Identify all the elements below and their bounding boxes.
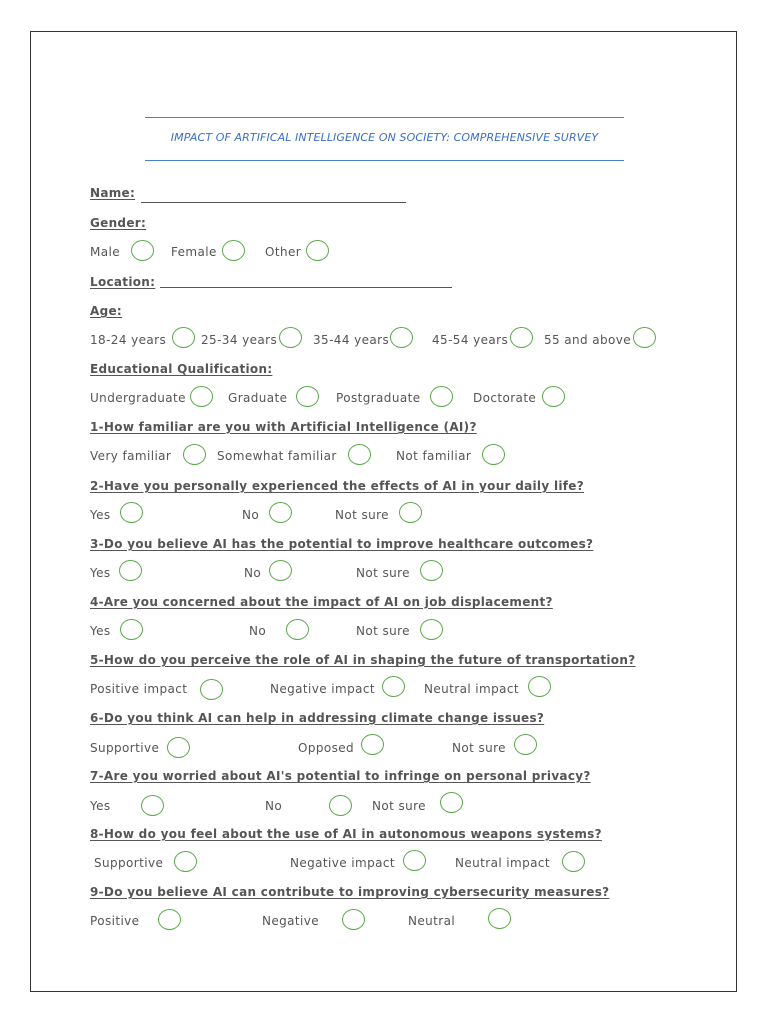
age-25-34-radio[interactable]: [279, 327, 302, 348]
q7-option-3-radio[interactable]: [440, 792, 463, 813]
q6-option-label: Supportive: [90, 741, 160, 755]
q6-option-label: Not sure: [452, 741, 506, 755]
title-bottom-rule: [145, 160, 624, 161]
gender-option-label: Female: [171, 245, 217, 259]
q2-option-label: No: [242, 508, 260, 522]
q1-option-label: Somewhat familiar: [217, 449, 337, 463]
question-1: 1-How familiar are you with Artificial Intelligence (AI)?: [90, 420, 477, 434]
q2-option-3-radio[interactable]: [399, 502, 422, 523]
q8-option-label: Negative impact: [290, 856, 395, 870]
name-field[interactable]: [141, 202, 406, 203]
q2-option-label: Not sure: [335, 508, 389, 522]
education-option-label: Postgraduate: [336, 391, 421, 405]
education-doctorate-radio[interactable]: [542, 386, 565, 407]
gender-option-label: Other: [265, 245, 302, 259]
q3-option-3-radio[interactable]: [420, 560, 443, 581]
gender-other-radio[interactable]: [306, 240, 329, 261]
question-8: 8-How do you feel about the use of AI in autonomous weapons systems?: [90, 827, 602, 841]
q5-option-1-radio[interactable]: [200, 679, 223, 700]
q5-option-label: Positive impact: [90, 682, 188, 696]
gender-female-radio[interactable]: [222, 240, 245, 261]
q2-option-label: Yes: [90, 508, 111, 522]
q7-option-2-radio[interactable]: [329, 795, 352, 816]
education-undergraduate-radio[interactable]: [190, 386, 213, 407]
age-option-label: 45-54 years: [432, 333, 509, 347]
question-3: 3-Do you believe AI has the potential to improve healthcare outcomes?: [90, 537, 594, 551]
age-option-label: 25-34 years: [201, 333, 278, 347]
q8-option-3-radio[interactable]: [562, 851, 585, 872]
q6-option-2-radio[interactable]: [361, 734, 384, 755]
q5-option-label: Negative impact: [270, 682, 375, 696]
gender-option-label: Male: [90, 245, 121, 259]
q1-option-2-radio[interactable]: [348, 444, 371, 465]
q3-option-label: Not sure: [356, 566, 410, 580]
education-option-label: Doctorate: [473, 391, 537, 405]
age-option-label: 35-44 years: [313, 333, 390, 347]
q8-option-label: Neutral impact: [455, 856, 551, 870]
age-45-54-radio[interactable]: [510, 327, 533, 348]
q6-option-1-radio[interactable]: [167, 737, 190, 758]
q9-option-label: Neutral: [408, 914, 456, 928]
age-label: Age:: [90, 304, 123, 318]
q8-option-2-radio[interactable]: [403, 850, 426, 871]
q4-option-label: No: [249, 624, 267, 638]
q4-option-3-radio[interactable]: [420, 619, 443, 640]
q7-option-label: No: [265, 799, 283, 813]
q7-option-1-radio[interactable]: [141, 795, 164, 816]
education-graduate-radio[interactable]: [296, 386, 319, 407]
q1-option-3-radio[interactable]: [482, 444, 505, 465]
q2-option-1-radio[interactable]: [120, 502, 143, 523]
q8-option-1-radio[interactable]: [174, 851, 197, 872]
q3-option-2-radio[interactable]: [269, 560, 292, 581]
age-18-24-radio[interactable]: [172, 327, 195, 348]
title-top-rule: [145, 117, 624, 118]
gender-label: Gender:: [90, 216, 147, 230]
question-7: 7-Are you worried about AI's potential to infringe on personal privacy?: [90, 769, 591, 783]
q6-option-label: Opposed: [298, 741, 355, 755]
q9-option-1-radio[interactable]: [158, 909, 181, 930]
q8-option-label: Supportive: [94, 856, 164, 870]
q4-option-1-radio[interactable]: [120, 619, 143, 640]
education-option-label: Undergraduate: [90, 391, 186, 405]
question-6: 6-Do you think AI can help in addressing climate change issues?: [90, 711, 545, 725]
age-55-above-radio[interactable]: [633, 327, 656, 348]
q1-option-1-radio[interactable]: [183, 444, 206, 465]
gender-male-radio[interactable]: [131, 240, 154, 261]
location-label: Location:: [90, 275, 156, 289]
question-5: 5-How do you perceive the role of AI in shaping the future of transportation?: [90, 653, 636, 667]
q1-option-label: Very familiar: [90, 449, 172, 463]
q1-option-label: Not familiar: [396, 449, 472, 463]
q4-option-label: Not sure: [356, 624, 410, 638]
education-option-label: Graduate: [228, 391, 288, 405]
q3-option-label: Yes: [90, 566, 111, 580]
age-35-44-radio[interactable]: [390, 327, 413, 348]
q7-option-label: Not sure: [372, 799, 426, 813]
question-2: 2-Have you personally experienced the effects of AI in your daily life?: [90, 479, 584, 493]
q5-option-3-radio[interactable]: [528, 676, 551, 697]
name-label: Name:: [90, 186, 136, 200]
question-9: 9-Do you believe AI can contribute to improving cybersecurity measures?: [90, 885, 610, 899]
education-label: Educational Qualification:: [90, 362, 273, 376]
q5-option-2-radio[interactable]: [382, 676, 405, 697]
q5-option-label: Neutral impact: [424, 682, 520, 696]
survey-title: IMPACT OF ARTIFICAL INTELLIGENCE ON SOCIETY: COMPREHENSIVE SURVEY: [170, 131, 599, 144]
q3-option-label: No: [244, 566, 262, 580]
location-field[interactable]: [160, 287, 452, 288]
age-option-label: 55 and above: [544, 333, 632, 347]
age-option-label: 18-24 years: [90, 333, 167, 347]
q6-option-3-radio[interactable]: [514, 734, 537, 755]
question-4: 4-Are you concerned about the impact of AI on job displacement?: [90, 595, 553, 609]
q4-option-2-radio[interactable]: [286, 619, 309, 640]
education-postgraduate-radio[interactable]: [430, 386, 453, 407]
q9-option-label: Negative: [262, 914, 320, 928]
q7-option-label: Yes: [90, 799, 111, 813]
q4-option-label: Yes: [90, 624, 111, 638]
q9-option-3-radio[interactable]: [488, 908, 511, 929]
q9-option-label: Positive: [90, 914, 140, 928]
q9-option-2-radio[interactable]: [342, 909, 365, 930]
q2-option-2-radio[interactable]: [269, 502, 292, 523]
q3-option-1-radio[interactable]: [119, 560, 142, 581]
